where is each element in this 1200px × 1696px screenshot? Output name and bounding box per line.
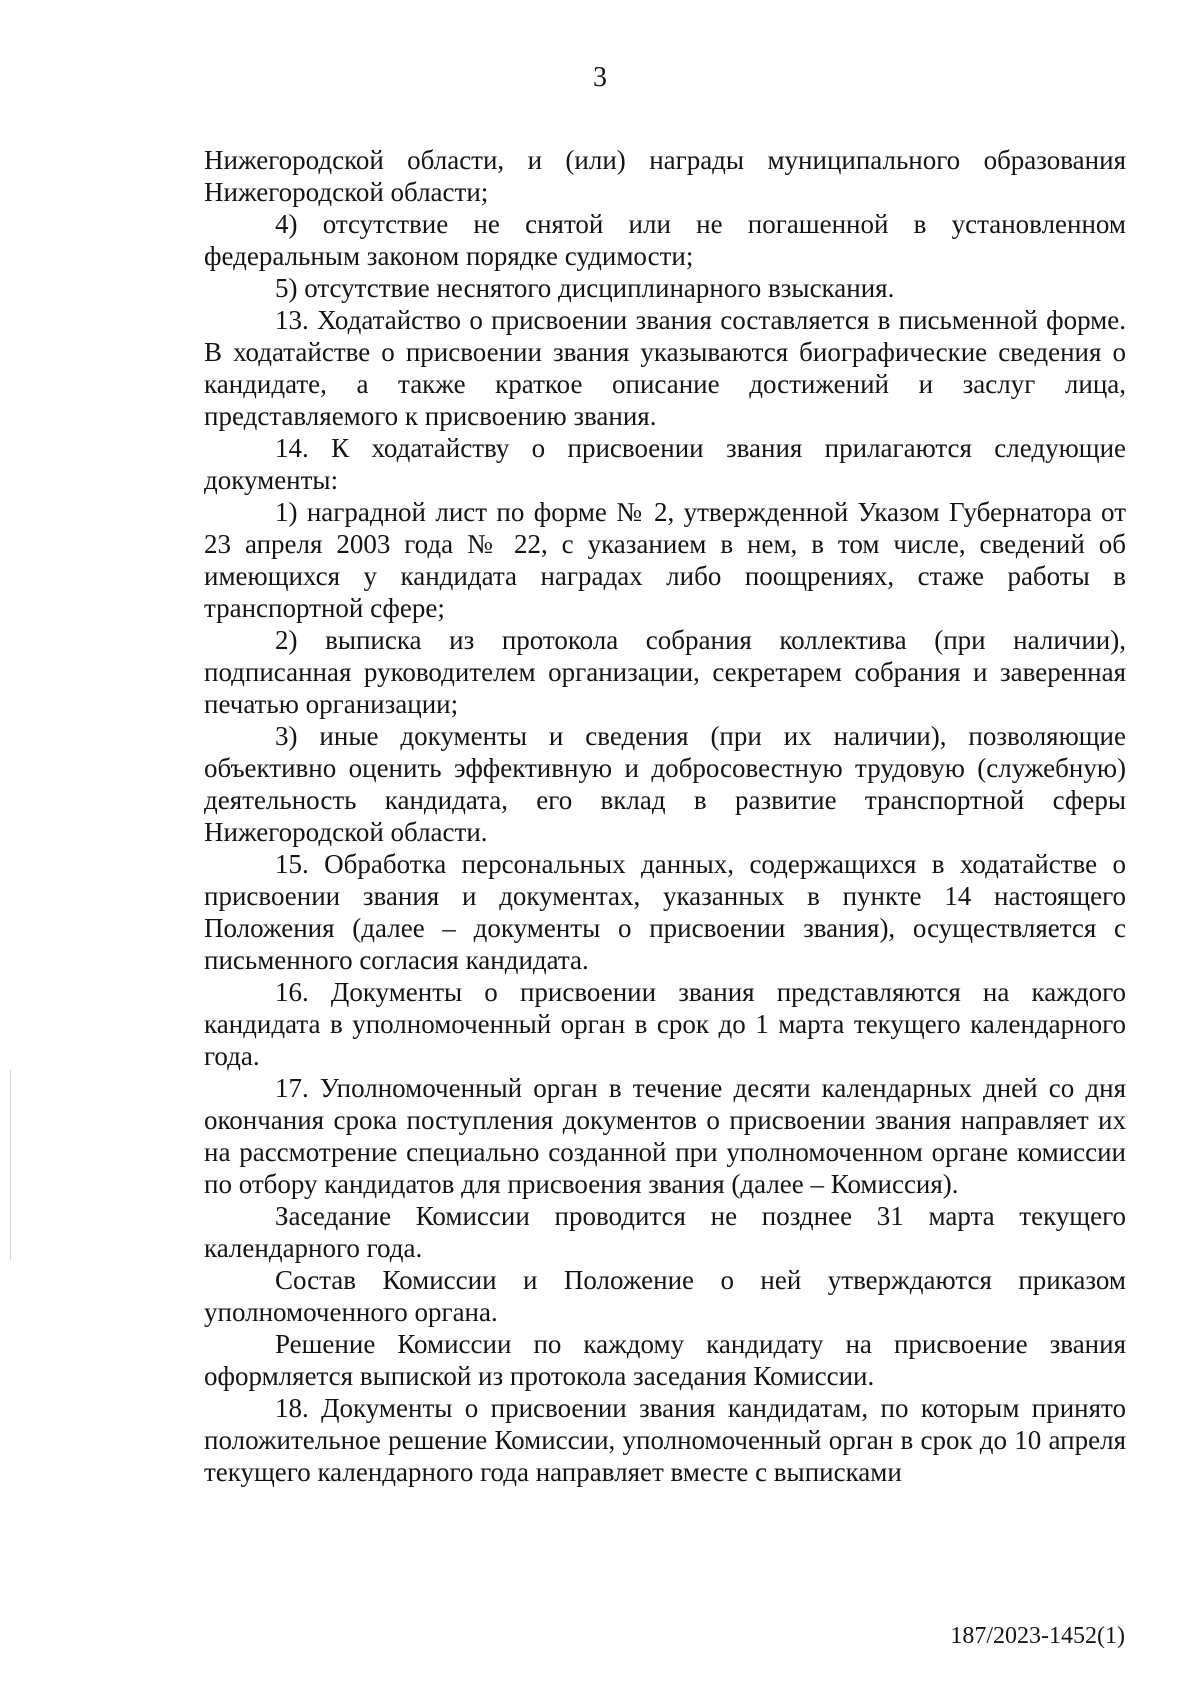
document-number: 187/2023-1452(1) (950, 1623, 1125, 1649)
page-number: 3 (593, 62, 607, 93)
scan-edge-mark (10, 1070, 11, 1260)
paragraph-15: 15. Обработка персональных данных, содержащихся в ходатайстве о присвоении звания и документах, указанных в пункте 14 настоящего Положения (далее – документы о присвоении звания), осуществляется с письменного согласия кандидата. (204, 849, 1126, 975)
paragraph-14-item-1: 1) наградной лист по форме № 2, утвержденной Указом Губернатора от 23 апреля 2003 года № 22, с указанием в нем, в том числе, сведений об имеющихся у кандидата наградах либо поощрениях, стаже работы в транспортной сфере; (204, 497, 1126, 623)
paragraph-14-item-2: 2) выписка из протокола собрания коллектива (при наличии), подписанная руководителем организации, секретарем собрания и заверенная печатью организации; (204, 625, 1126, 719)
paragraph-16: 16. Документы о присвоении звания представляются на каждого кандидата в уполномоченный орган в срок до 1 марта текущего календарного года. (204, 977, 1126, 1071)
paragraph-17-composition: Состав Комиссии и Положение о ней утверждаются приказом уполномоченного органа. (204, 1265, 1126, 1327)
paragraph-17-meeting: Заседание Комиссии проводится не позднее 31 марта текущего календарного года. (204, 1201, 1126, 1263)
paragraph-14-item-3: 3) иные документы и сведения (при их наличии), позволяющие объективно оценить эффективную и добросовестную трудовую (служебную) деятельность кандидата, его вклад в развитие транспортной сферы Нижегородской области. (204, 721, 1126, 847)
paragraph-17-decision: Решение Комиссии по каждому кандидату на присвоение звания оформляется выпиской из протокола заседания Комиссии. (204, 1329, 1126, 1391)
paragraph-18: 18. Документы о присвоении звания кандидатам, по которым принято положительное решение Комиссии, уполномоченный орган в срок до 10 апреля текущего календарного года направляет вместе с выписками (204, 1393, 1126, 1487)
paragraph-14: 14. К ходатайству о присвоении звания прилагаются следующие документы: (204, 433, 1126, 495)
paragraph-17: 17. Уполномоченный орган в течение десяти календарных дней со дня окончания срока поступления документов о присвоении звания направляет их на рассмотрение специально созданной при уполномоченном органе комиссии по отбору кандидатов для присвоения звания (далее – Комиссия). (204, 1073, 1126, 1199)
document-body (204, 144, 1126, 1488)
paragraph-item-4: 4) отсутствие не снятой или не погашенной в установленном федеральным законом порядке судимости; (204, 209, 1126, 271)
paragraph-13: 13. Ходатайство о присвоении звания составляется в письменной форме. В ходатайстве о присвоении звания указываются биографические сведения о кандидате, а также краткое описание достижений и заслуг лица, представляемого к присвоению звания. (204, 305, 1126, 431)
paragraph-item-5: 5) отсутствие неснятого дисциплинарного взыскания. (275, 273, 895, 303)
paragraph-continuation: Нижегородской области, и (или) награды муниципального образования Нижегородской области; (204, 145, 1126, 207)
